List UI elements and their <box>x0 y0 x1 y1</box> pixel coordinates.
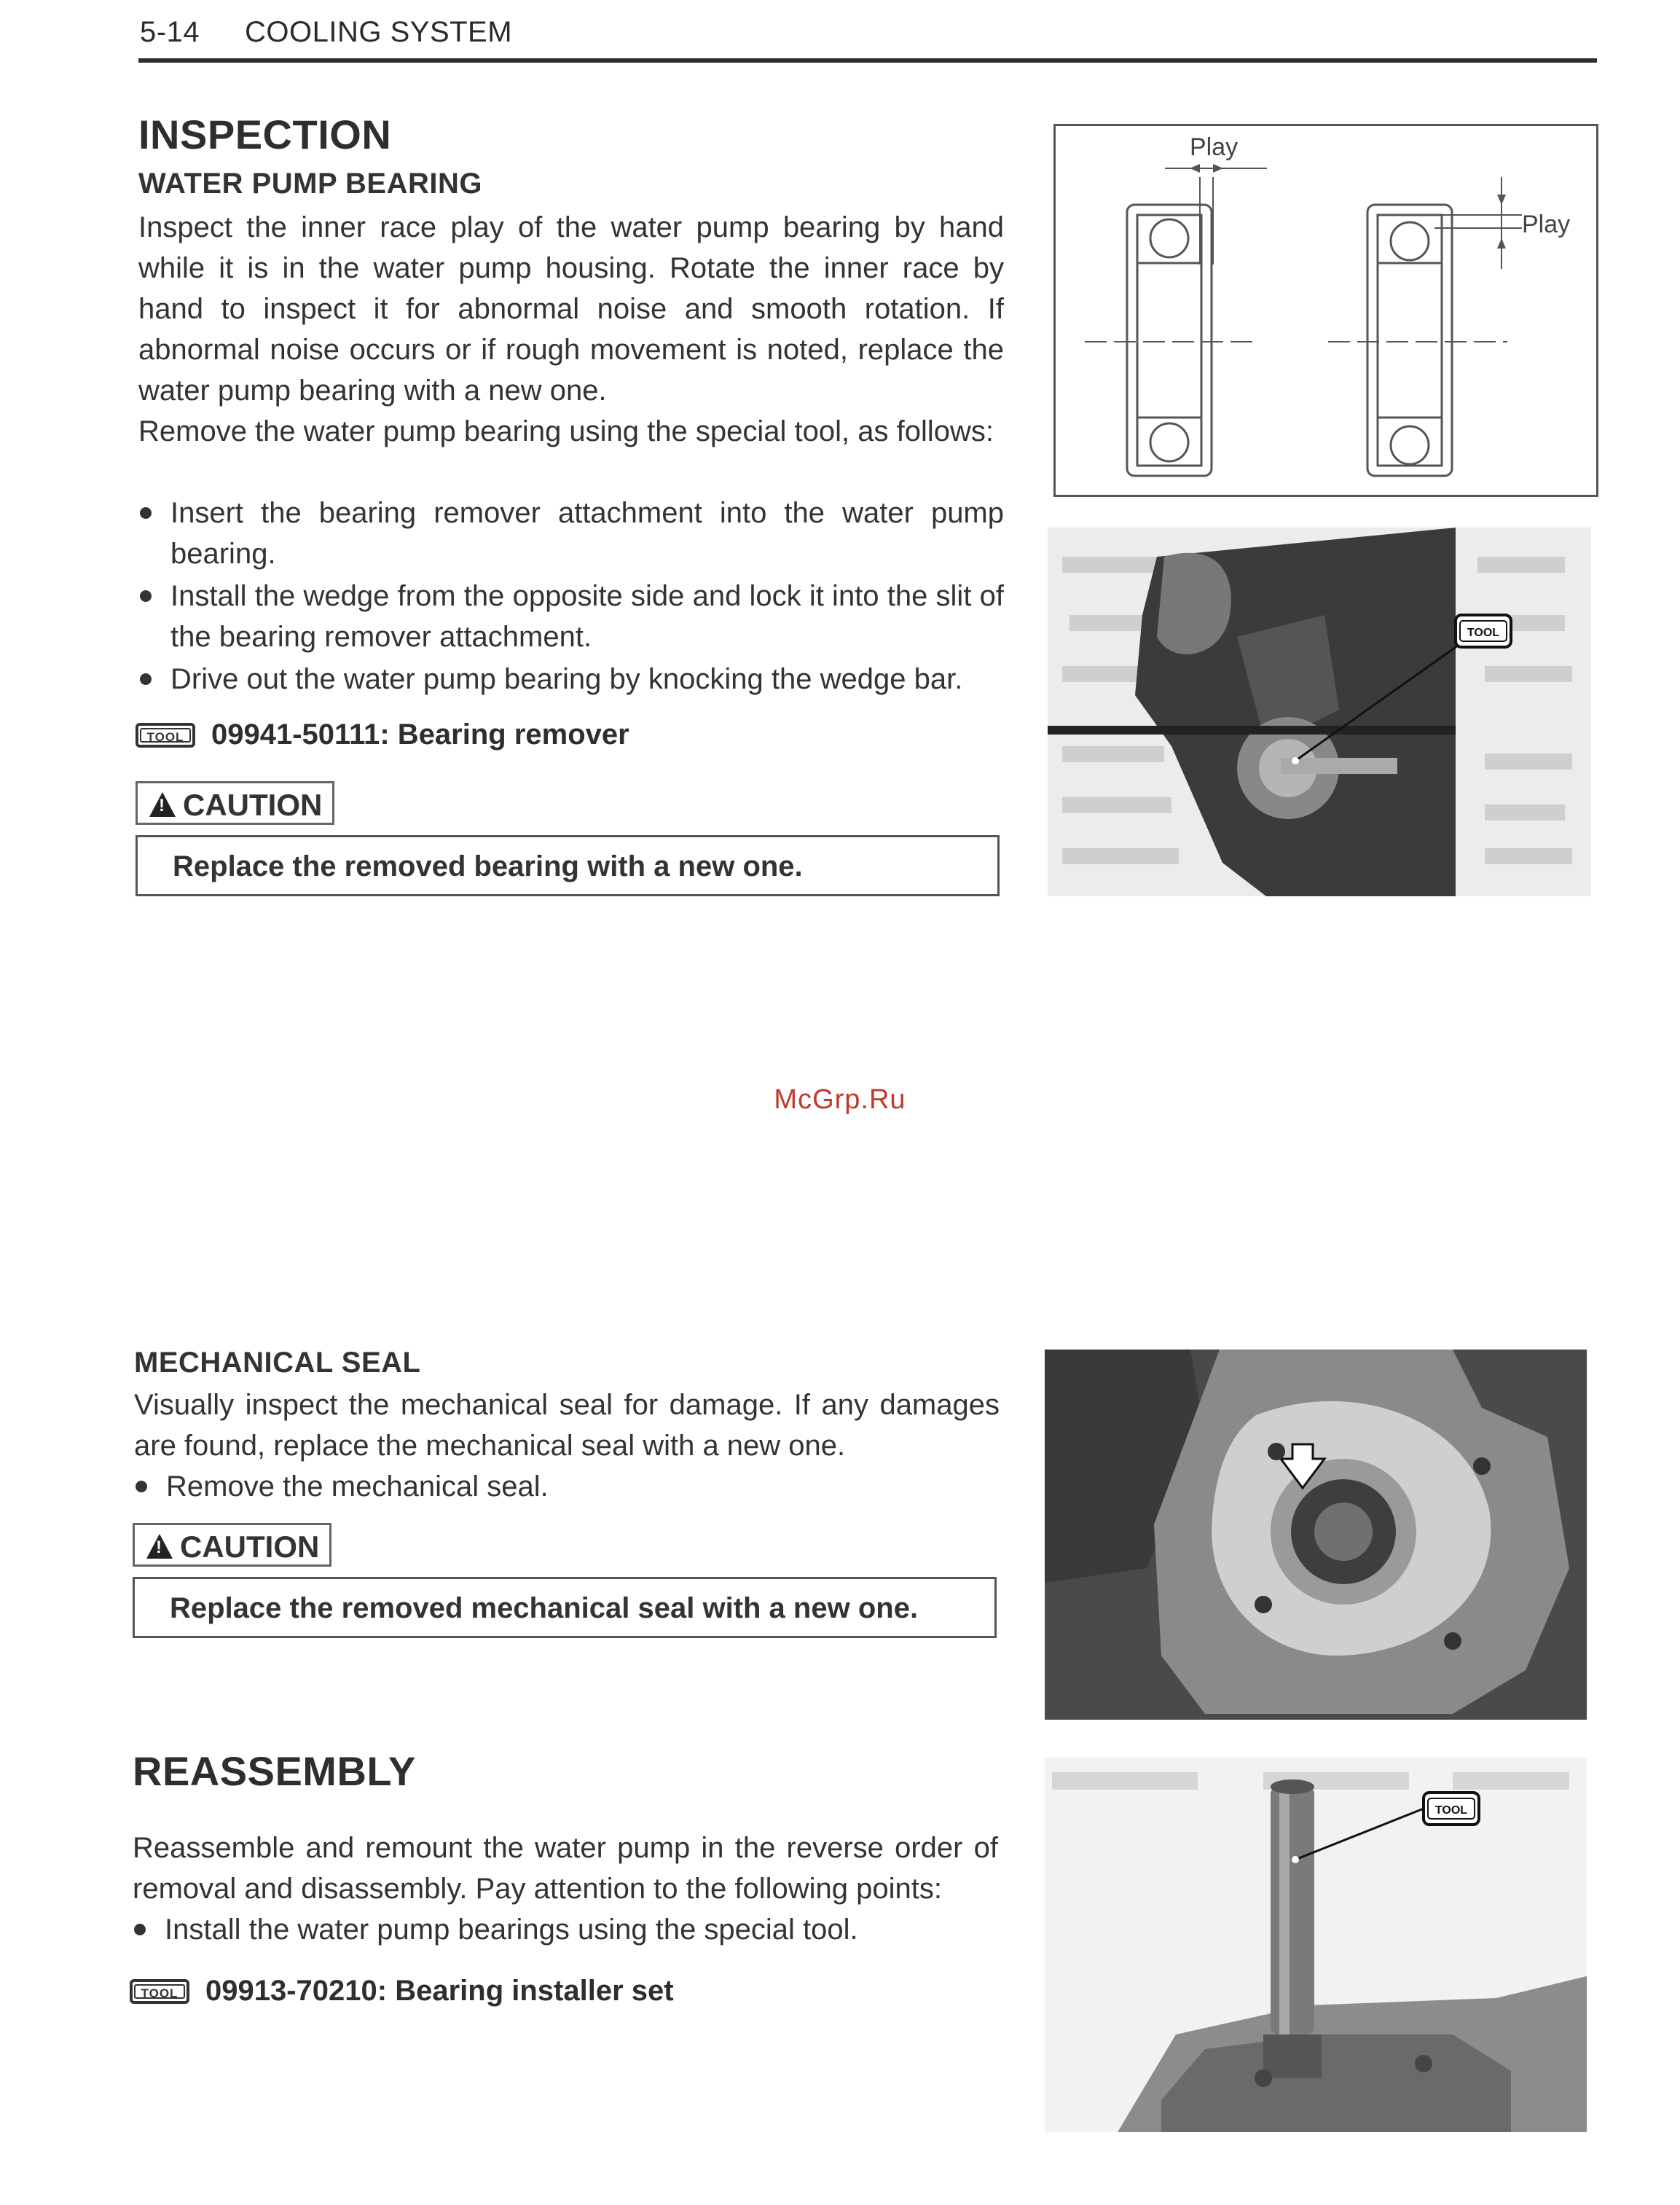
bearing-remover-photo <box>1048 528 1591 896</box>
bearing-play-diagram <box>1053 124 1598 497</box>
caution-label-seal: !CAUTION <box>133 1523 331 1567</box>
chapter-title: COOLING SYSTEM <box>245 16 513 48</box>
bullet-icon <box>140 507 152 519</box>
bearing-diagram-graphic <box>1056 126 1596 495</box>
inspection-paragraph-1: Inspect the inner race play of the water pump bearing by hand while it is in the water pump housing. Rotate the inner race by hand to inspect it for abnormal noise and smooth rotation. If abnormal noise occurs or if rough movement is noted, replace the water pump bearing with a new one. <box>138 211 1004 407</box>
mechanical-seal-paragraph: Visually inspect the mechanical seal for damage. If any damages are found, replace the mechanical seal with a new one. <box>134 1389 1000 1462</box>
inspection-paragraph-2: Remove the water pump bearing using the special tool, as follows: <box>138 415 994 447</box>
tool-icon: TOOL <box>136 723 195 748</box>
warning-icon <box>149 792 176 817</box>
inspection-heading: INSPECTION <box>138 111 392 157</box>
page-number: 5-14 <box>140 16 200 48</box>
watermark: McGrp.Ru <box>774 1084 906 1115</box>
warning-icon <box>146 1534 173 1559</box>
caution-box: Replace the removed bearing with a new one. <box>136 835 1000 896</box>
header-rule <box>138 58 1597 63</box>
tool-reference-bearing-remover: TOOL 09941-50111: Bearing remover <box>136 718 629 751</box>
mechanical-seal-photo <box>1045 1350 1587 1720</box>
removal-steps-list <box>136 493 1004 701</box>
bearing-installer-photo-graphic <box>1045 1758 1587 2132</box>
tool-icon-label: TOOL <box>1434 1804 1468 1817</box>
bearing-installer-photo <box>1045 1758 1587 2132</box>
mechanical-seal-photo-graphic <box>1045 1350 1587 1720</box>
bullet-icon <box>140 673 152 685</box>
play-label-top: Play <box>1190 133 1239 161</box>
reassembly-heading: REASSEMBLY <box>133 1748 416 1794</box>
tool-icon: TOOL <box>130 1979 189 2004</box>
caution-label: !CAUTION <box>136 781 334 825</box>
water-pump-bearing-subheading: WATER PUMP BEARING <box>138 168 482 200</box>
reassembly-steps-list <box>130 1909 998 1951</box>
list-item: Drive out the water pump bearing by knocking the wedge bar. <box>136 659 1004 700</box>
mechanical-seal-steps-list <box>131 1466 1000 1508</box>
bullet-icon <box>136 1481 147 1492</box>
tool-reference-bearing-installer: TOOL 09913-70210: Bearing installer set <box>130 1975 674 2008</box>
list-item: Insert the bearing remover attachment into the water pump bearing. <box>136 493 1004 574</box>
play-label-right: Play <box>1522 211 1571 238</box>
list-item: Install the wedge from the opposite side and lock it into the slit of the bearing remover attachment. <box>136 576 1004 657</box>
bullet-icon <box>140 590 152 602</box>
reassembly-paragraph: Reassemble and remount the water pump in the reverse order of removal and disassembly. Pay attention to the following points: <box>133 1832 998 1905</box>
mechanical-seal-subheading: MECHANICAL SEAL <box>134 1347 421 1379</box>
bearing-remover-photo-graphic <box>1048 528 1591 896</box>
list-item: Remove the mechanical seal. <box>131 1466 1000 1507</box>
tool-icon-label: TOOL <box>1467 627 1500 639</box>
caution-box-seal: Replace the removed mechanical seal with a new one. <box>133 1577 997 1638</box>
bullet-icon <box>134 1924 146 1935</box>
list-item: Install the water pump bearings using the special tool. <box>130 1909 998 1950</box>
